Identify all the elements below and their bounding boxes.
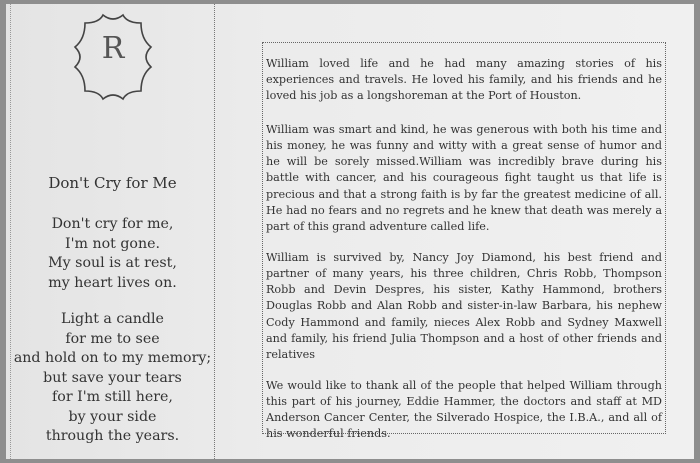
memorial-card bbox=[6, 4, 694, 459]
monogram-letter: R bbox=[101, 31, 125, 66]
obituary-paragraph-3: William is survived by, Nancy Joy Diamond, his best friend and partner of many years, his three children, Chris Robb, Thompson Robb and Devin Despres, his sister, Kathy Hammond, brothers Douglas Robb and Alan Robb and sister-in-law Barbara, his nephew Cody Hammond and family, nieces Alex Robb and Sydney Maxwell and family, his friend Julia Thompson and a host of other friends and relatives bbox=[266, 251, 662, 361]
poem-line: but save your tears bbox=[43, 369, 182, 386]
poem-line: Light a candle bbox=[61, 311, 164, 327]
poem-line: by your side bbox=[68, 408, 157, 425]
poem-line: My soul is at rest, bbox=[48, 255, 177, 271]
monogram-emblem bbox=[65, 9, 161, 105]
obituary-paragraph-1: William loved life and he had many amazing stories of his experiences and travels. He loved his family, and his friends and he loved his job as a longshoreman at the Port of Houston. bbox=[266, 57, 662, 103]
poem-panel bbox=[10, 4, 215, 459]
poem-line: I'm not gone. bbox=[64, 235, 161, 252]
poem-title: Don't Cry for Me bbox=[48, 174, 177, 192]
obituary-paragraph-2: William was smart and kind, he was generous with both his time and his money, he was funny and witty with a great sense of humor and he will be sorely missed.William was incredibly brave during his battle with cancer, and his courageous fight taught us that life is precious and that a strong faith is by far the greatest medicine of all. He had no fears and no regrets and he knew that death was merely a part of this grand adventure called life. bbox=[266, 123, 662, 233]
poem-line: for me to see bbox=[65, 330, 160, 347]
poem-stanza-2 bbox=[5, 310, 220, 447]
obituary-panel bbox=[262, 42, 666, 441]
poem-line: my heart lives on. bbox=[48, 274, 177, 291]
obituary-paragraph-4: We would like to thank all of the people that helped William through this part of his journey, Eddie Hammer, the doctors and staff at MD Anderson Cancer Center, the Silverado Hospice, the I.B.A., and all of his wonderful friends. bbox=[266, 379, 662, 441]
poem-line: and hold on to my memory; bbox=[13, 350, 212, 366]
poem-line: Don't cry for me, bbox=[51, 216, 174, 232]
poem-line: through the years. bbox=[45, 428, 180, 444]
poem-line: for I'm still here, bbox=[52, 389, 173, 405]
poem-stanza-1 bbox=[5, 215, 220, 293]
